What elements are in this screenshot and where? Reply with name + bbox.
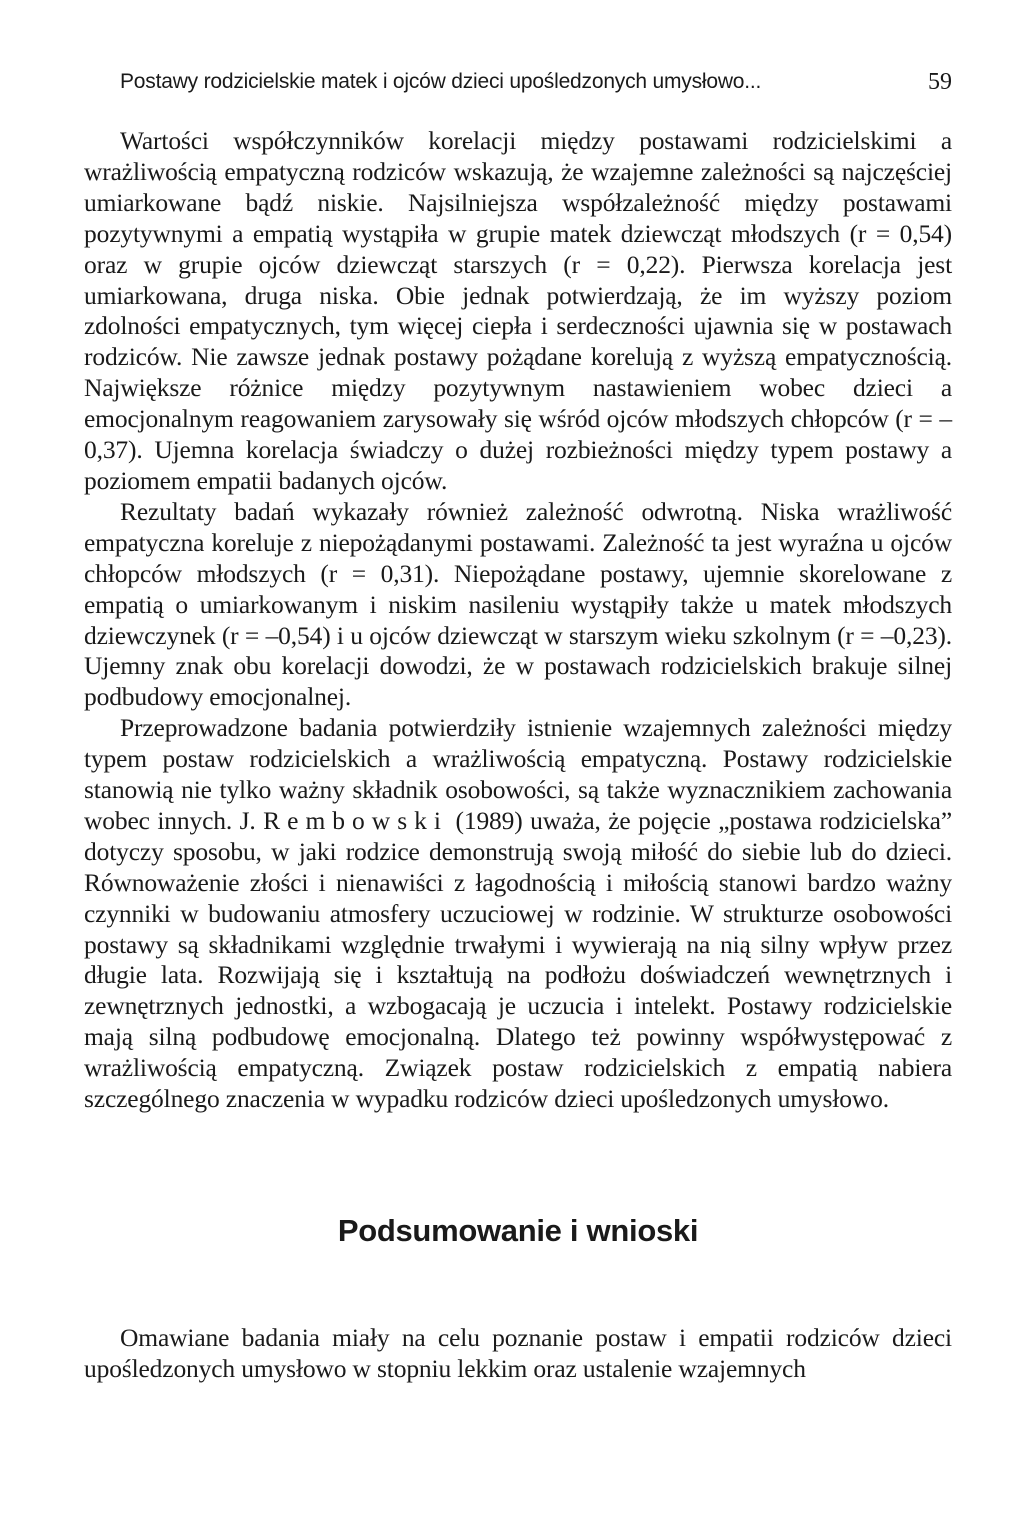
paragraph-3-part-1: Przeprowadzone badania potwierdziły istnienie wzajemnych zależności między typem postaw rodzicielskich a wrażliwością empatyczną. Postawy rodzicielskie stanowią nie tylko ważny składnik osobowości, są także wyznacznikiem zachowania wobec innych. J. <box>84 713 952 835</box>
body-text <box>84 126 952 1115</box>
paragraph-3-part-2: (1989) uważa, że pojęcie „postawa rodzicielska” dotyczy sposobu, w jaki rodzice demonstrują swoją miłość do siebie lub do dzieci. Równoważenie złości i nienawiści z łagodnością i miłością stanowi bardzo ważny czynniki w budowaniu atmosfery uczuciowej w rodzinie. W strukturze osobowości postawy są składnikami względnie trwałymi i wywierają na nią silny wpływ przez długie lata. Rozwijają się i kształtują na podłożu doświadczeń wewnętrznych i zewnętrznych jednostki, a wzbogacają je uczucia i intelekt. Postawy rodzicielskie mają silną podbudowę emocjonalną. Dlatego też powinny współwystępować z wrażliwością empatyczną. Związek postaw rodzicielskich z empatią nabiera szczególnego znaczenia w wypadku rodziców dzieci upośledzonych umysłowo. <box>84 805 952 1114</box>
section-heading: Podsumowanie i wnioski <box>337 1213 699 1248</box>
document-page <box>84 0 952 1385</box>
running-header-title: Postawy rodzicielskie matek i ojców dzieci upośledzonych umysłowo... <box>120 70 762 93</box>
paragraph-1: Wartości współczynników korelacji między postawami rodzicielskimi a wrażliwością empatyczną rodziców wskazują, że wzajemne zależności są najczęściej umiarkowane bądź niskie. Najsilniejsza współzależność między postawami pozytywnymi a empatią wystąpiła w grupie matek dziewcząt młodszych (r = 0,54) oraz w grupie ojców dziewcząt starszych (r = 0,22). Pierwsza korelacja jest umiarkowana, druga niska. Obie jednak potwierdzają, że im wyższy poziom zdolności empatycznych, tym więcej ciepła i serdeczności ujawnia się w postawach rodziców. Nie zawsze jednak postawy pożądane korelują z wyższą empatycznością. Największe różnice między pozytywnym nastawieniem wobec dzieci a emocjonalnym reagowaniem zarysowały się wśród ojców młodszych chłopców (r = –0,37). Ujemna korelacja świadczy o dużej rozbieżności między typem postawy a poziomem empatii badanych ojców. <box>84 126 952 495</box>
running-header <box>84 66 952 98</box>
summary-section <box>84 1323 952 1385</box>
cited-author: Rembowski <box>263 805 448 835</box>
paragraph-3 <box>84 713 952 1115</box>
paragraph-2: Rezultaty badań wykazały również zależność odwrotną. Niska wrażliwość empatyczna koreluje z niepożądanymi postawami. Zależność ta jest wyraźna u ojców chłopców młodszych (r = 0,31). Niepożądane postawy, ujemnie skorelowane z empatią o umiarkowanym i niskim nasileniu wystąpiły także u matek młodszych dziewczynek (r = –0,54) i u ojców dziewcząt w starszym wieku szkolnym (r = –0,23). Ujemny znak obu korelacji dowodzi, że w postawach rodzicielskich brakuje silnej podbudowy emocjonalnej. <box>84 496 952 712</box>
summary-paragraph: Omawiane badania miały na celu poznanie postaw i empatii rodziców dzieci upośledzonych umysłowo w stopniu lekkim oraz ustalenie wzajemnych <box>84 1323 952 1383</box>
page-number: 59 <box>928 69 952 95</box>
